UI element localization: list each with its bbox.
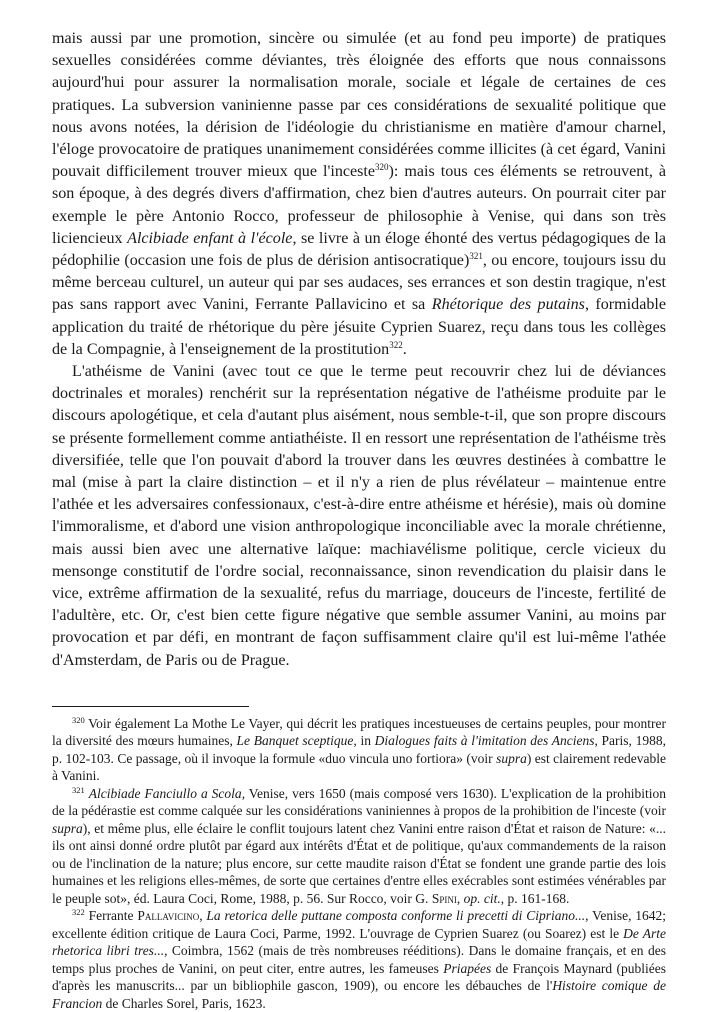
text-run: , ou encore, toujours issu du même berceau culturel, un auteur qui par ses audaces, ses errances et son destin tragique, n'est pas sans rapport avec Vanini, Ferrante Pallavicino et sa	[52, 252, 667, 314]
italic-title: Alcibiade Fanciullo a Scola	[88, 785, 242, 801]
text-run: ,	[456, 890, 464, 906]
author-name: Spini	[431, 890, 457, 906]
footnote-ref-320[interactable]: 320	[375, 162, 389, 173]
italic-text: supra	[52, 820, 83, 836]
italic-title: Le Banquet sceptique	[236, 733, 354, 749]
text-run: de Charles Sorel, Paris, 1623.	[102, 995, 266, 1011]
footnote-ref-321[interactable]: 321	[469, 251, 483, 262]
text-run: , p. 161-168.	[500, 890, 570, 906]
text-run: Ferrante	[84, 908, 138, 924]
italic-title: Dialogues faits à l'imitation des Anciens	[374, 733, 595, 749]
italic-title: Alcibiade enfant à l'école	[127, 229, 293, 247]
text-run: , Venise, vers 1650 (mais composé vers 1630). L'explication de la prohibition de la pédérastie est comme calquée sur les considérations vaniniennes à propos de la prohibition de l'inceste (voir	[52, 785, 667, 819]
text-run: , formidable application du traité de rhétorique du père jésuite Cyprien Suarez, reçu dans tous les collèges de la Compagnie, à l'enseignement de la prostitution	[52, 296, 667, 358]
text-run: ): mais tous ces éléments se retrouvent, à son époque, à des degrés divers d'affirmation, chez bien d'autres auteurs. On pourrait citer par exemple le père Antonio Rocco, professeur de philosophie à Venise, qui dans son très liciencieux	[52, 163, 666, 247]
page	[52, 28, 666, 1012]
body-text	[52, 28, 666, 672]
italic-title: De Arte rhetorica libri tres...	[52, 925, 666, 959]
text-run: , Venise, 1642; excellente édition critique de Laura Coci, Parme, 1992. L'ouvrage de Cyprien Suarez (ou Soarez) est le	[52, 908, 667, 941]
text-run: , in	[353, 733, 375, 749]
text-run: ), et même plus, elle éclaire le conflit toujours latent chez Vanini entre raison d'État et raison de Nature: «... ils ont ainsi donné ordre plutôt par égard aux intérêts d'État et de politique, qu'aux commandements de la raison ou de l'inclination de la nature; plus encore, sur cette maudite raison d'État se fondent une grande partie des lois humaines et les religions elles-mêmes, de sorte que certaines d'entre elles exécrables sont estimées vénérables par le peuple sot», éd. Laura Coci, Rome, 1988, p. 56. Sur Rocco, voir G.	[52, 820, 666, 906]
footnote-mark: 321	[72, 784, 85, 795]
text-run: Voir également La Mothe Le Vayer, qui décrit les pratiques incestueuses de certains peuples, pour montrer la diversité des mœurs humaines,	[52, 715, 666, 749]
footnote-mark: 320	[72, 714, 85, 725]
text-run: .	[402, 340, 407, 358]
author-name: Pallavicino	[137, 908, 200, 924]
italic-title: Rhétorique des putains	[431, 296, 585, 314]
footnote-321	[52, 785, 666, 908]
italic-text: supra	[496, 750, 527, 766]
italic-title: La retorica delle puttane composta conforme li precetti di Cipriano...	[206, 908, 586, 924]
paragraph-1	[52, 28, 666, 361]
italic-title: Histoire comique de Francion	[52, 978, 666, 1011]
footnote-320	[52, 715, 666, 785]
text-run: , se livre à un éloge éhonté des vertus pédagogiques de la pédophilie (occasion une fois de plus de dérision antisocratique)	[52, 229, 666, 270]
text-run: ) est clairement redevable à Vanini.	[52, 750, 666, 784]
italic-title: Priapées	[443, 960, 492, 976]
footnotes	[52, 715, 666, 1012]
text-run: , Paris, 1988, p. 102-103. Ce passage, où il invoque la formule «duo vincula uno fortiora» (voir	[52, 733, 666, 766]
footnote-separator	[52, 706, 249, 707]
paragraph-2: L'athéisme de Vanini (avec tout ce que le terme peut recouvrir chez lui de déviances doctrinales et morales) renchérit sur la représentation négative de l'athéisme produite par le discours apologétique, et cela d'autant plus aisément, nous semble-t-il, que son propre discours se présente formellement comme antiathéiste. Il en ressort une représentation de l'athéisme très diversifiée, telle que l'on pouvait d'abord la trouver dans les œuvres destinées à combattre le mal (mise à part la claire distinction – et il n'y a rien de plus révélateur – maintenue entre l'athée et les adversaires confessionaux, c'est-à-dire entre athéisme et hérésie), mais où domine l'immoralisme, et d'abord une vision anthropologique inconciliable avec la morale chrétienne, mais aussi bien avec une alternative laïque: machiavélisme politique, cercle vicieux du mensonge constitutif de l'ordre social, reconnaissance, sinon revendication du plaisir dans le vice, extrême affirmation de la sexualité, refus du marriage, douceurs de l'inceste, fertilité de l'adultère, etc. Or, c'est bien cette figure négative que semble assumer Vanini, au moins par provocation et par défi, en montrant de façon suffisamment claire qu'il est lui-même l'athée d'Amsterdam, de Paris ou de Prague.	[52, 363, 666, 669]
footnote-ref-322[interactable]: 322	[389, 339, 403, 350]
italic-text: op. cit.	[463, 890, 501, 906]
footnote-322	[52, 907, 666, 1012]
text-run: ,	[199, 908, 207, 924]
footnote-mark: 322	[72, 907, 85, 918]
text-run: de François Maynard (publiées d'après les manuscrits... par un bibliophile gascon, 1909), ou encore les débauches de l'	[52, 960, 666, 994]
text-run: mais aussi par une promotion, sincère ou simulée (et au fond peu importe) de pratiques sexuelles considérées comme déviantes, très éloignée des efforts que nous connaissons aujourd'hui pour assurer la normalisation morale, sociale et légale de certaines de ces pratiques. La subversion vaninienne passe par ces considérations de sexualité politique que nous avons notées, la dérision de l'idéologie du christianisme en matière d'amour charnel, l'éloge provocatoire de pratiques unanimement considérées comme illicites (à cet égard, Vanini pouvait difficilement trouver mieux que l'inceste	[52, 30, 666, 181]
text-run: , Coimbra, 1562 (mais de très nombreuses rééditions). Dans le domaine français, et en des temps plus proches de Vanini, on peut citer, entre autres, les fameuses	[52, 943, 666, 976]
